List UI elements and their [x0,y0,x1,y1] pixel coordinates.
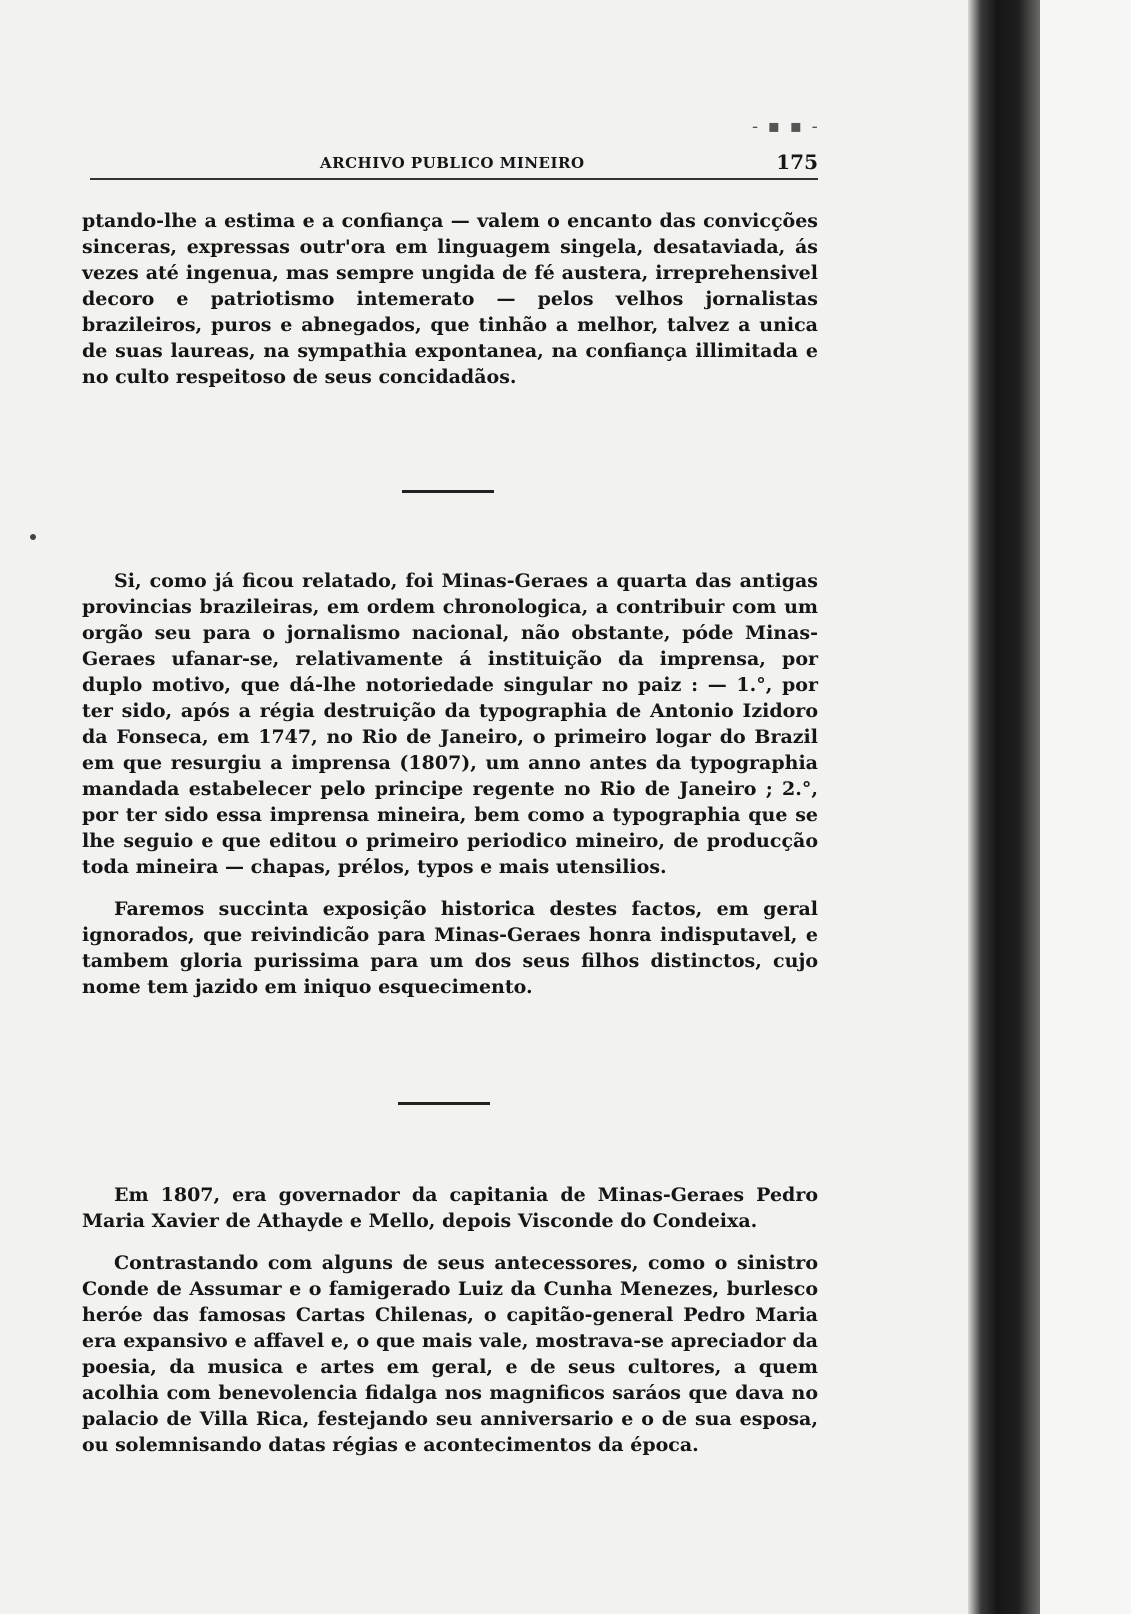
paragraph: ptando-lhe a estima e a confiança — valem o encanto das convicções sinceras, expressas outr'ora em linguagem singela, desataviada, ás vezes até ingenua, mas sempre ungida de fé austera, irreprehensivel decoro e patriotismo intemerato — pelos velhos jornalistas brazileiros, puros e abnegados, que tinhão a melhor, talvez a unica de suas laureas, na sympathia expontanea, na confiança illimitada e no culto respeitoso de seus concidadãos. [82,210,818,388]
text-section-3 [82,1182,818,1458]
running-header [84,150,818,174]
page-number: 175 [776,150,818,174]
header-title: ARCHIVO PUBLICO MINEIRO [320,154,585,172]
section-separator [398,1102,490,1105]
paragraph: Faremos succinta exposição historica destes factos, em geral ignorados, que reivindicão para Minas-Geraes honra indisputavel, e tambem gloria purissima para um dos seus filhos distinctos, cujo nome tem jazido em iniquo esquecimento. [82,898,818,998]
print-speck [30,534,36,540]
facing-page-margin [1040,0,1131,1614]
header-rule [90,178,818,180]
text-section-1 [82,208,818,390]
ink-mark: - ▪ ▪ - [752,116,820,137]
paragraph: Si, como já ficou relatado, foi Minas-Geraes a quarta das antigas provincias brazileiras, em ordem chronologica, a contribuir com um orgão seu para o jornalismo nacional, não obstante, póde Minas-Geraes ufanar-se, relativamente á instituição da imprensa, por duplo motivo, que dá-lhe notoriedade singular no paiz : — 1.°, por ter sido, após a régia destruição da typographia de Antonio Izidoro da Fonseca, em 1747, no Rio de Janeiro, o primeiro logar do Brazil em que resurgiu a imprensa (1807), um anno antes da typographia mandada estabelecer pelo principe regente no Rio de Janeiro ; 2.°, por ter sido essa imprensa mineira, bem como a typographia que se lhe seguio e que editou o primeiro periodico mineiro, de producção toda mineira — chapas, prélos, typos e mais utensilios. [82,570,818,878]
paragraph: Em 1807, era governador da capitania de Minas-Geraes Pedro Maria Xavier de Athayde e Mello, depois Visconde do Condeixa. [82,1184,818,1232]
section-separator [402,490,494,493]
book-gutter-shadow [968,0,1040,1614]
paragraph: Contrastando com alguns de seus antecessores, como o sinistro Conde de Assumar e o famigerado Luiz da Cunha Menezes, burlesco heróe das famosas Cartas Chilenas, o capitão-general Pedro Maria era expansivo e affavel e, o que mais vale, mostrava-se apreciador da poesia, da musica e artes em geral, e de seus cultores, a quem acolhia com benevolencia fidalga nos magnificos saráos que dava no palacio de Villa Rica, festejando seu anniversario e o de sua esposa, ou solemnisando datas régias e acontecimentos da época. [82,1252,818,1456]
text-section-2 [82,568,818,1000]
